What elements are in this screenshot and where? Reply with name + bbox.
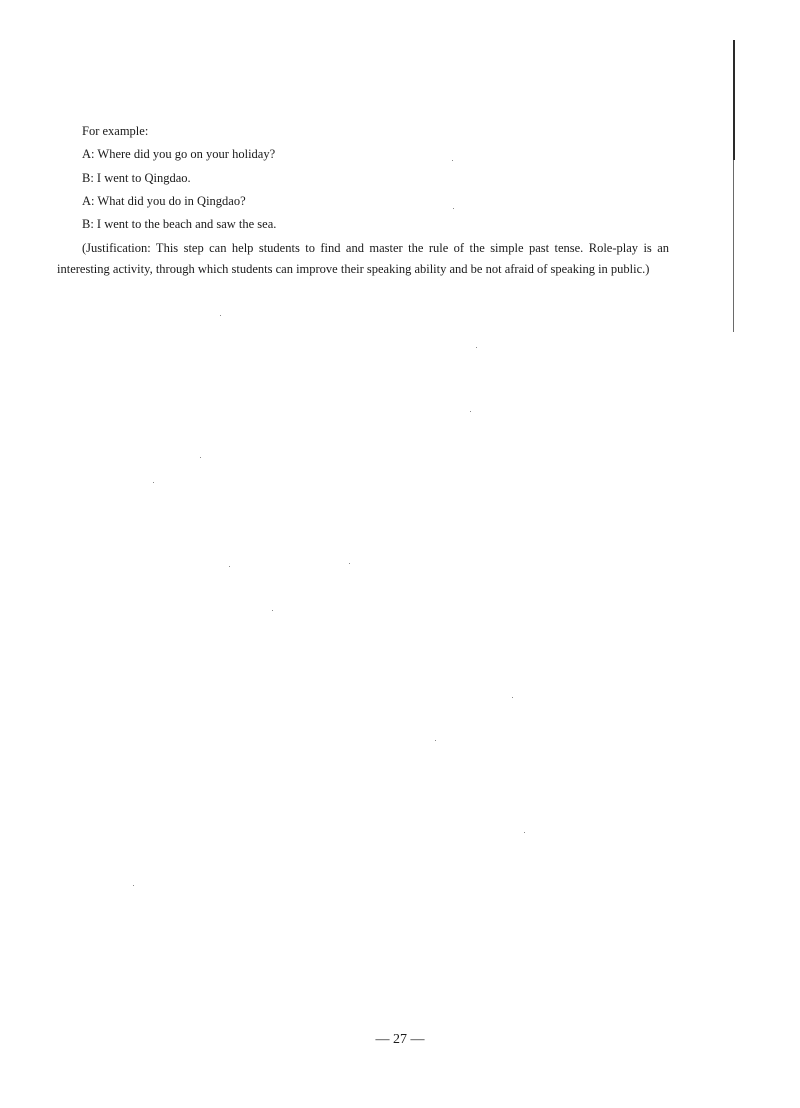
scan-speck xyxy=(512,697,513,698)
page-number: — 27 — xyxy=(375,1032,425,1047)
scan-speck xyxy=(272,610,273,611)
scan-speck xyxy=(153,482,154,483)
scan-speck xyxy=(435,740,436,741)
scan-edge-mark xyxy=(733,160,734,332)
scan-speck xyxy=(220,315,221,316)
scan-speck xyxy=(133,885,134,886)
scan-speck xyxy=(470,411,471,412)
scan-speck xyxy=(200,457,201,458)
dialogue-line: A: Where did you go on your holiday? xyxy=(82,147,276,161)
scan-edge-mark xyxy=(733,40,735,160)
scan-speck xyxy=(229,566,230,567)
dialogue-line: B: I went to the beach and saw the sea. xyxy=(82,217,277,231)
dialogue-line: B: I went to Qingdao. xyxy=(82,171,191,185)
scan-speck xyxy=(476,347,477,348)
dialogue-line: A: What did you do in Qingdao? xyxy=(82,194,246,208)
scan-speck xyxy=(453,208,454,209)
scan-speck xyxy=(452,160,453,161)
scan-speck xyxy=(349,563,350,564)
justification-paragraph: (Justification: This step can help students to find and master the rule of the simple past tense. Role-play is an interesting activity, through which students can improve their speaking ability and be not afraid of speaking in public.) xyxy=(57,241,669,276)
scan-speck xyxy=(524,832,525,833)
example-heading: For example: xyxy=(82,124,149,138)
